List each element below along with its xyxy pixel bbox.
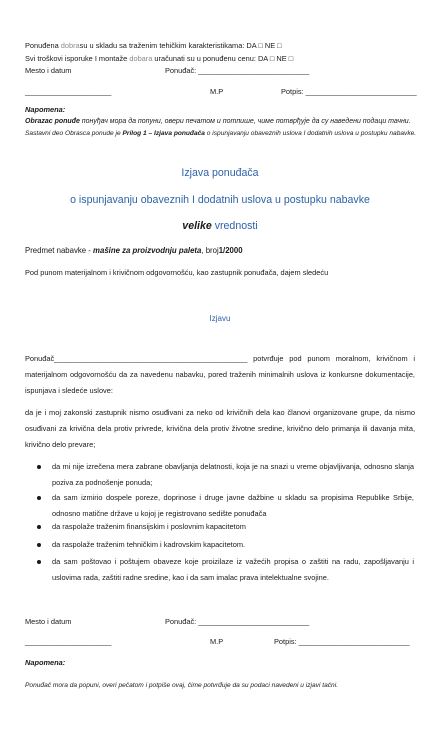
text: понуђач мора да попуни, овери печатом и потпише, чиме потврђује да су наведени подаци тачни. bbox=[79, 118, 411, 125]
signature-field: Potpis: ___________________________ bbox=[281, 87, 417, 96]
statement-title: Izjava ponuđača bbox=[181, 167, 259, 179]
text: su u skladu sa traženim tehičkim karakteristikama: DA □ NE □ bbox=[79, 41, 282, 50]
bidder-field: Ponuđač: ___________________________ bbox=[165, 66, 310, 75]
bullet-icon bbox=[37, 465, 41, 469]
text: Obrazac ponuđe bbox=[25, 118, 80, 125]
note-line-2 bbox=[25, 129, 416, 138]
text: 1/2000 bbox=[218, 246, 243, 255]
paragraph-bidder-confirms: Ponuđač_______________________________________________ potvrđuje pod punom moralnom, krivičnom i materijalnom odgovornošću da za navedenu nabavku, pored traženih minimalnih uslova iz konkursne dokumentacije, ispunjava i sledeće uslove: bbox=[25, 354, 415, 395]
signature-field: Potpis: ___________________________ bbox=[274, 637, 410, 646]
note-title: Napomena: bbox=[25, 105, 66, 114]
bullet-icon bbox=[37, 543, 41, 547]
stamp-label: M.P bbox=[210, 87, 224, 96]
text: Ponuđena bbox=[25, 41, 61, 50]
procurement-subject bbox=[25, 246, 243, 255]
text: Sastavni deo Obrasca ponude je bbox=[25, 130, 123, 137]
list-item: da sam izmirio dospele poreze, doprinose i druge javne dažbine u skladu sa propisima Republike Srbije, odnosno matične države u kojoj je registrovano sedište ponuđača bbox=[52, 493, 414, 518]
text: Svi troškovi isporuke I montaže bbox=[25, 54, 130, 63]
bullet-icon bbox=[37, 496, 41, 500]
text: Prilog 1 – Izjava ponuđača bbox=[122, 130, 205, 137]
note-line-1 bbox=[25, 117, 411, 126]
place-date-label: Mesto i datum bbox=[25, 617, 72, 626]
place-date-label: Mesto i datum bbox=[25, 66, 72, 75]
list-item: da raspolaže traženim finansijskim i poslovnim kapacitetom bbox=[52, 522, 246, 531]
stamp-label: M.P bbox=[210, 637, 224, 646]
bidder-field: Ponuđač: ___________________________ bbox=[165, 617, 310, 626]
text: Predmet nabavke - bbox=[25, 246, 94, 255]
goods-compliance-line bbox=[25, 41, 282, 50]
statement-subtitle: o ispunjavanju obaveznih I dodatnih uslova u postupku nabavke bbox=[70, 194, 370, 206]
note-title: Napomena: bbox=[25, 658, 66, 667]
bullet-icon bbox=[37, 560, 41, 564]
text: vrednosti bbox=[211, 220, 258, 232]
text: dobra bbox=[60, 41, 80, 50]
text: uračunati su u ponuđenu cenu: DA □ NE □ bbox=[152, 54, 294, 63]
date-blank: _____________________ bbox=[25, 637, 112, 646]
text: mašine za proizvodnju paleta bbox=[93, 246, 202, 255]
text: , broj bbox=[201, 246, 219, 255]
text: dobara bbox=[129, 54, 153, 63]
delivery-costs-line bbox=[25, 54, 293, 63]
list-item: da sam poštovao i poštujem obaveze koje proizilaze iz važećih propisa o zaštiti na radu, zapošljavanju i uslovima rada, zaštiti radne sredine, kao i da sam imalac prava intelektualne svojine. bbox=[52, 557, 414, 582]
text: velike bbox=[182, 220, 212, 232]
text: o ispunjavanju obaveznih uslova I dodatnih uslova u postupku nabavke. bbox=[204, 130, 417, 137]
bullet-icon bbox=[37, 525, 41, 529]
statement-value-type bbox=[0, 220, 440, 233]
list-item: da raspolaže traženim tehničkim i kadrovskim kapacitetom. bbox=[52, 540, 246, 549]
list-item: da mi nije izrečena mera zabrane obavljanja delatnosti, koja je na snazi u vreme objavljivanja, odnosno slanja poziva za podnošenje ponuda; bbox=[52, 462, 414, 487]
izjavu-heading: Izjavu bbox=[209, 314, 231, 323]
note-text: Ponuđač mora da popuni, overi pečatom i potpiše ovaj, čime potvrđuje da su podaci navedeni u izjavi tačni. bbox=[25, 682, 339, 689]
intro-text: Pod punom materijalnom i krivičnom odgovornošću, kao zastupnik ponuđača, dajem sledeću bbox=[25, 268, 329, 277]
date-blank: _____________________ bbox=[25, 87, 112, 96]
paragraph-no-convictions: da je i moj zakonski zastupnik nismo osuđivani za neko od krivičnih dela kao članovi organizovane grupe, da nismo osuđivani za krivična dela protiv privrede, krivična dela protiv životne sredine, krivično delo primanja ili davanja mita, krivično delo prevare; bbox=[25, 408, 415, 449]
